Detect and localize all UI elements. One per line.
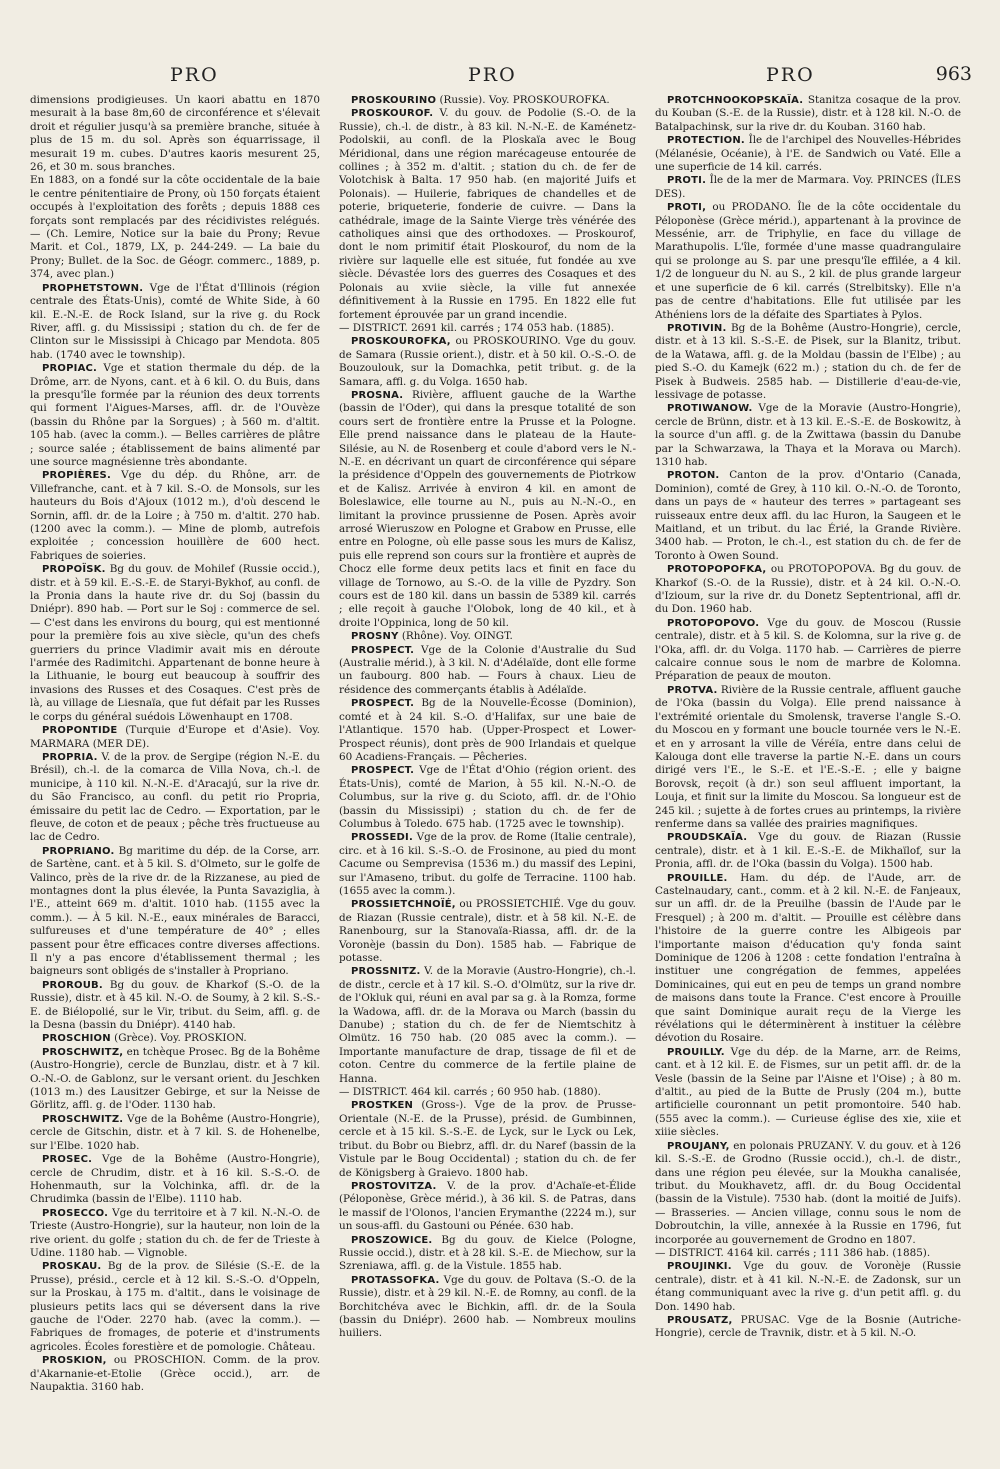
dictionary-entry	[655, 1314, 961, 1341]
entry-headword: PROTCHNOOKOPSKAÏA.	[667, 95, 804, 106]
entry-text: Vge du territoire et à 7 kil. N.-N.-O. de Trieste (Austro-Hongrie), sur la hauteur, non loin de la rive orient. du golfe ; station du ch. de fer de Trieste à Udine. 1180 hab. — Vignoble.	[30, 1206, 320, 1259]
dictionary-entry	[655, 469, 961, 563]
entry-headword: PROTON.	[667, 470, 720, 482]
entry-text: ou PROSCHION. Comm. de la prov. d'Akarnanie-et-Etolie (Grèce occid.), arr. de Naupaktia. 3160 hab.	[30, 1354, 320, 1393]
dictionary-entry	[339, 644, 636, 698]
entry-text: Vge de la Bohême (Austro-Hongrie), cercle de Chrudim, distr. et à 16 kil. S.-S.-O. de Hohenmauth, sur la Volchinka, affl. dr. de la Chrudimka (bassin de l'Elbe). 1110 hab.	[30, 1153, 320, 1206]
entry-headword: PROTOPOPOVO.	[667, 617, 760, 629]
entry-text: V. de la prov. de Sergipe (région N.-E. du Brésil), ch.-l. de la comarca de Villa Nova, ch.-l. de municipe, à 110 kil. N.-N.-E. d'Aracajú, sur la rive dr. du São Francisco, au confl. du petit rio Propria, émissaire du petit lac de Cedro. — Exportation, par le fleuve, de coton et de peaux ; pêche très fructueuse au lac de Cedro.	[30, 750, 320, 844]
entry-headword: PROUJANY,	[667, 1140, 730, 1152]
entry-headword: PROSPECT.	[351, 698, 415, 710]
entry-text: Vge de la Colonie d'Australie du Sud (Australie mérid.), à 3 kil. N. d'Adélaïde, dont elle forme un faubourg. 800 hab. — Fours à chaux. Lieu de résidence des commerçants établis à Adélaïde.	[339, 643, 636, 696]
entry-text: ou PRODANO. Île de la côte occidentale du Péloponèse (Grèce mérid.), appartenant à la province de Messénie, arr. de Triphylie, en face du village de Marathupolis. L'île, formée d'une masse quadrangulaire qui se prolonge au S. par une presqu'île effilée, a 4 kil. 1/2 de longueur du N. au S., 2 kil. de plus grande largeur et une superficie de 6 kil. carrés (Strelbitsky). Elle n'a pas de centre d'habitations. Elle fut utilisée par les Athéniens lors de la défaite des Spartiates à Pylos.	[655, 201, 961, 321]
entry-headword: PROSSIETCHNOÏÉ,	[351, 899, 456, 911]
text-column-3	[655, 94, 961, 1434]
dictionary-entry	[339, 898, 636, 965]
entry-text: Vge du gouv. de Moscou (Russie centrale), distr. et à 5 kil. S. de Kolomna, sur la rive g. de l'Oka, affl. dr. du Volga. 1170 hab. — Carrières de pierre calcaire connue sous le nom de marbre de Kolomna. Préparation de peaux de mouton.	[655, 616, 961, 683]
entry-text: Bg du gouv. de Kharkof (S.-O. de la Russie), distr. et à 45 kil. N.-O. de Soumy, à 2 kil. S.-S.-E. de Biélopolié, sur le Vir, tribut. du Seim, affl. g. de la Desna (bassin du Dniépr). 4140 hab.	[30, 978, 320, 1032]
dictionary-entry	[339, 107, 636, 322]
dictionary-entry	[339, 1274, 636, 1341]
dictionary-entry	[655, 563, 961, 617]
entry-text: ou PROTOPOPOVA. Bg du gouv. de Kharkof (S.-O. de la Russie), distr. et à 24 kil. O.-N.-O. d'Izioum, sur la rive dr. du Donetz Septentrional, affl dr. du Don. 1960 hab.	[655, 563, 961, 616]
entry-text: Vge du gouv. de Riazan (Russie centrale), distr. et à 1 kil. E.-S.-E. de Mikhaïlof, sur la Pronia, affl. dr. de l'Oka (bassin du Volga). 1500 hab.	[655, 831, 961, 871]
dictionary-entry	[30, 174, 320, 281]
entry-headword: PROTECTION.	[667, 135, 745, 147]
entry-headword: PROTI.	[667, 175, 707, 187]
dictionary-entry	[655, 201, 961, 322]
dictionary-entry	[655, 322, 961, 402]
entry-headword: PROSKOUROF.	[351, 108, 434, 120]
entry-headword: PROPIÈRES.	[42, 470, 111, 482]
dictionary-entry	[655, 1046, 961, 1140]
entry-text: ou PROSSIETCHIÉ. Vge du gouv. de Riazan (Russie centrale), distr. et à 58 kil. N.-E. de Ranenbourg, sur la Stanovaïa-Riassa, affl. dr. de la Voronèje (bassin du Don). 1585 hab. — Fabrique de potasse.	[339, 898, 636, 964]
dictionary-entry	[339, 697, 636, 764]
entry-text: Rivière, affluent gauche de la Warthe (bassin de l'Oder), qui dans la presque totalité de son cours sert de frontière entre la Prusse et la Pologne. Elle prend naissance dans le plateau de la Haute-Silésie, au N. de Rosenberg et coule d'abord vers le N.-N.-E. en décrivant un quart de circonférence qui sépare la présidence d'Oppeln des gouvernements de Piotrkow et de Kalisz. Arrivée à environ 4 kil. en amont de Boleslawice, elle tourne au N., puis au N.-N.-O., en limitant la province prussienne de Posen. Après avoir arrosé Wieruszow en Pologne et Grabow en Prusse, elle entre en Pologne, où elle passe sous les murs de Kalisz, puis elle reprend son cours sur la frontière et auprès de Chocz elle forme deux petits lacs et finit en face du village de Tornowo, au S.-O. de la ville de Pyzdry. Son cours est de 180 kil. dans un bassin de 5389 kil. carrés ; elle reçoit à gauche l'Olobok, long de 40 kil., et à droite l'Oppinica, long de 50 kil.	[339, 388, 636, 629]
dictionary-entry	[30, 1046, 320, 1113]
entry-headword: PROTASSOFKA.	[351, 1274, 440, 1286]
entry-headword: PROUDSKAÏA.	[667, 832, 748, 844]
dictionary-entry	[30, 979, 320, 1033]
dictionary-entry	[30, 1354, 320, 1394]
entry-headword: PROPRIANO.	[42, 845, 115, 857]
entry-text: (Grèce). Voy. PROSKION.	[114, 1032, 247, 1045]
entry-headword: PROSCHION	[42, 1033, 111, 1045]
running-head-left: PRO	[170, 64, 219, 86]
dictionary-entry	[655, 684, 961, 831]
entry-text: Vge de la Moravie (Austro-Hongrie), cercle de Brünn, distr. et à 13 kil. E.-S.-E. de Boskowitz, à la source d'un affl. g. de la Zwittawa (bassin du Danube par la Schwarzawa, la Thaya et la Morava ou March). 1310 hab.	[655, 402, 961, 468]
dictionary-entry	[655, 1260, 961, 1314]
entry-headword: PROTVA.	[667, 684, 718, 696]
entry-headword: PROTIWANOW.	[667, 403, 753, 415]
dictionary-entry	[655, 1247, 961, 1260]
dictionary-entry	[339, 630, 636, 643]
dictionary-entry	[30, 1113, 320, 1153]
entry-text: Ham. du dép. de l'Aude, arr. de Castelnaudary, cant., comm. et à 2 kil. N.-E. de Fanjeaux, sur un affl. dr. de la Preuilhe (bassin de l'Aude par le Fresquel) ; à 200 m. d'altit. — Prouille est célèbre dans l'histoire de la guerre contre les Albigeois par l'importante maison d'éducation qu'y fonda saint Dominique de 1206 à 1208 : cette fondation l'entraîna à instituer une congrégation de femmes, appelées Dominicaines, qui eut en peu de temps un grand nombre de maisons dans toute la France. C'est encore à Prouille que saint Dominique aurait reçu de la Vierge les révélations qui le déterminèrent à instituer la célèbre dévotion du Rosaire.	[655, 871, 961, 1045]
dictionary-entry	[30, 751, 320, 845]
entry-text: — DISTRICT. 2691 kil. carrés ; 174 053 hab. (1885).	[339, 321, 615, 334]
entry-headword: PROSSNITZ.	[351, 966, 421, 978]
entry-headword: PROSEC.	[42, 1154, 93, 1166]
entry-text: Vge de l'État d'Ohio (région orient. des États-Unis), comté de Marion, à 55 kil. N.-N.-O. de Columbus, sur la rive g. du Scioto, affl. dr. de l'Ohio (bassin du Mississipi) ; station du ch. de fer de Columbus à Toledo. 675 hab. (1725 avec le township).	[339, 764, 636, 830]
entry-text: Vge du dép. de la Marne, arr. de Reims, cant. et à 12 kil. E. de Fismes, sur un petit affl. dr. de la Vesle (bassin de la Seine par l'Aisne et l'Oise) ; à 80 m. d'altit., au pied de la Butte de Prusly (204 m.), butte artificielle couronnant un petit promontoire. 540 hab. (555 avec la comm.). — Curieuse église des xie, xiie et xiiie siècles.	[655, 1045, 961, 1139]
dictionary-entry	[30, 282, 320, 362]
entry-text: Bg du gouv. de Kielce (Pologne, Russie occid.), distr. et à 28 kil. S.-E. de Miechow, sur la Szreniawa, affl. g. de la Vistule. 1855 hab.	[339, 1233, 636, 1273]
entry-text: Bg de la prov. de Silésie (S.-E. de la Prusse), présid., cercle et à 12 kil. S.-S.-O. d'Oppeln, sur la Proskau, à 175 m. d'altit., dans le voisinage de plusieurs petits lacs qui se déversent dans la rive gauche de l'Oder. 2270 hab. (avec la comm.). — Fabriques de fromages, de poterie et d'instruments agricoles. Écoles forestière et de pomologie. Château.	[30, 1260, 320, 1353]
entry-headword: PROPOÏSK.	[42, 564, 106, 576]
dictionary-entry	[30, 1260, 320, 1354]
running-head-middle: PRO	[468, 64, 517, 86]
entry-headword: PROUJINKI.	[667, 1261, 732, 1273]
entry-headword: PROTIVIN.	[667, 322, 727, 334]
dictionary-entry	[30, 94, 320, 174]
entry-headword: PROSZOWICE.	[351, 1234, 433, 1246]
dictionary-entry	[655, 94, 961, 134]
entry-text: en polonais PRUZANY. V. du gouv. et à 126 kil. S.-S.-E. de Grodno (Russie occid.), ch.-l. de distr., dans une région peu élevée, sur la Moukha canalisée, tribut. du Moukhavetz, affl. dr. du Boug Occidental (bassin de la Vistule). 7530 hab. (dont la moitié de Juifs). — Brasseries. — Ancien village, connu sous le nom de Dobroutchin, la ville, annexée à la Russie en 1796, fut incorporée au gouvernement de Grodno en 1807.	[655, 1139, 961, 1246]
dictionary-entry	[30, 469, 320, 563]
dictionary-entry	[655, 617, 961, 684]
dictionary-entry	[655, 872, 961, 1046]
entry-headword: PROSSEDI.	[351, 832, 413, 844]
entry-headword: PROSNA.	[351, 389, 404, 401]
entry-headword: PROPRIA.	[42, 751, 98, 763]
dictionary-entry	[339, 322, 636, 335]
entry-headword: PROSTKEN	[351, 1100, 414, 1112]
entry-headword: PROSCHWITZ,	[42, 1046, 124, 1058]
entry-text: Vge de la prov. de Rome (Italie centrale), circ. et à 16 kil. S.-S.-O. de Frosinone, au pied du mont Cacume ou Semprevisa (1536 m.) du massif des Lepini, sur l'Amaseno, tribut. du golfe de Terracine. 1100 hab. (1655 avec la comm.).	[339, 831, 636, 897]
dictionary-entry	[339, 335, 636, 389]
entry-text: Vge du gouv. de Voronèje (Russie centrale), distr. et à 41 kil. N.-N.-E. de Zadonsk, sur un étang communiquant avec la rive g. d'un petit affl. g. du Don. 1490 hab.	[655, 1260, 961, 1313]
entry-headword: PROPONTIDE	[42, 725, 118, 737]
text-column-2	[339, 94, 636, 1434]
dictionary-entry	[30, 1032, 320, 1045]
entry-headword: PROUSATZ,	[667, 1314, 733, 1326]
entry-text: Vge du dép. du Rhône, arr. de Villefranche, cant. et à 7 kil. S.-O. de Monsols, sur les hauteurs du Bois d'Ajoux (1012 m.), d'où descend le Sornin, affl. dr. de la Loire ; à 750 m. d'altit. 270 hab. (1200 avec la comm.). — Mine de plomb, autrefois exploitée ; concession houillère de 600 hect. Fabriques de soieries.	[30, 469, 320, 562]
entry-text: Bg maritime du dép. de la Corse, arr. de Sartène, cant. et à 5 kil. S. d'Olmeto, sur le golfe de Valinco, près de la rive dr. de la Rizzanese, au pied de montagnes dont la plus élevée, la Punta Savaziglia, à l'E., atteint 669 m. d'altit. 1010 hab. (1155 avec la comm.). — À 5 kil. N.-E., eaux minérales de Baracci, sulfureuses et d'une température de 40° ; elles passent pour être efficaces contre diverses affections. Il n'y a pas encore d'établissement thermal ; les baigneurs sont obligés de s'installer à Propriano.	[30, 844, 320, 978]
entry-text: Stanitza cosaque de la prov. du Kouban (S.-E. de la Russie), distr. et à 128 kil. N.-O. de Batalpachinsk, sur la rive dr. du Kouban. 3160 hab.	[655, 94, 961, 133]
dictionary-entry	[655, 831, 961, 871]
entry-headword: PROUILLE.	[667, 872, 728, 884]
entry-text: (Russie). Voy. PROSKOUROFKA.	[439, 94, 610, 106]
entry-text: (Rhône). Voy. OINGT.	[401, 630, 513, 643]
entry-headword: PROSCHWITZ.	[42, 1113, 124, 1125]
dictionary-entry	[339, 1099, 636, 1179]
dictionary-entry	[339, 1234, 636, 1274]
entry-headword: PROSECCO.	[42, 1207, 109, 1219]
running-head-right: PRO	[766, 64, 815, 86]
dictionary-entry	[655, 402, 961, 469]
entry-text: V. de la prov. d'Achaïe-et-Élide (Péloponèse, Grèce mérid.), à 36 kil. S. de Patras, dans le massif de l'Olonos, l'ancien Erymanthe (2224 m.), sur un sous-affl. du Gastouni ou Pénée. 630 hab.	[339, 1179, 636, 1233]
entry-text: Bg de la Bohême (Austro-Hongrie), cercle, distr. et à 13 kil. S.-S.-E. de Pisek, sur la Blanitz, tribut. de la Watawa, affl. g. de la Moldau (bassin de l'Elbe) ; au pied S.-O. du Kamejk (622 m.) ; station du ch. de fer de Pisek à Budweis. 2585 hab. — Distillerie d'eau-de-vie, lessivage de potasse.	[655, 321, 961, 401]
entry-text: Vge de la Bohême (Austro-Hongrie), cercle de Gitschin, distr. et à 7 kil. S. de Hohenelbe, sur l'Elbe. 1020 hab.	[30, 1112, 320, 1152]
entry-text: dimensions prodigieuses. Un kaori abattu en 1870 mesurait à la base 8m,60 de circonférence et s'élevait droit et régulier jusqu'à sa première branche, située à plus de 15 m. du sol. Après son équarrissage, il mesurait 19 m. cubes. D'autres kaoris mesurent 25, 26, et 30 m. sous branches.	[30, 94, 320, 174]
entry-text: V. de la Moravie (Austro-Hongrie), ch.-l. de distr., cercle et à 17 kil. S.-O. d'Olmütz, sur la rive dr. de l'Okluk qui, réuni en aval par sa g. à la Romza, forme la Wadowa, affl. dr. de la Morava ou March (bassin du Danube) ; station du ch. de fer de Niemtschitz à Olmütz. 16 750 hab. (20 085 avec la comm.). — Importante manufacture de drap, tissage de fil et de coton. Centre du commerce de la fertile plaine de Hanna.	[339, 965, 636, 1085]
dictionary-entry	[339, 1086, 636, 1099]
entry-text: Vge du gouv. de Poltava (S.-O. de la Russie), distr. et à 29 kil. N.-E. de Romny, au confl. de la Borchitchéva avec le Bichkin, affl. dr. de la Soula (bassin du Dniépr). 2600 hab. — Nombreux moulins huiliers.	[339, 1273, 636, 1340]
entry-text: En 1883, on a fondé sur la côte occidentale de la baie le centre pénitentiaire de Prony, où 150 forçats étaient occupés à l'exploitation des forêts ; depuis 1888 ces forçats sont remplacés par des récidivistes relégués. — (Ch. Lemire, Notice sur la baie du Prony; Revue Marit. et Col., 1879, LX, p. 244-249. — La baie du Prony; Bullet. de la Soc. de Géogr. commerc., 1889, p. 374, avec plan.)	[30, 174, 320, 281]
entry-headword: PROSKOURINO	[351, 95, 437, 106]
entry-text: Rivière de la Russie centrale, affluent gauche de l'Oka (bassin du Volga). Elle prend naissance à l'extrémité orientale du Smolensk, traverse l'angle S.-O. du Moscou en y formant une boucle tournée vers le N.-E. et en y arrosant la ville de Véréïa, entre dans celui de Kalouga dont elle traverse la partie N.-E. dans un cours dirigé vers l'E., le S.-E. et l'E.-S.-E. ; elle y baigne Borovsk, reçoit (à dr.) son seul affluent important, la Louja, et finit sur la limite du Moscou. Sa longueur est de 245 kil. ; sujette à de fortes crues au printemps, la rivière renferme dans sa vallée des prairies magnifiques.	[655, 683, 961, 830]
entry-text: Vge de l'État d'Illinois (région centrale des États-Unis), comté de White Side, à 60 kil. E.-N.-E. de Rock Island, sur la rive g. du Rock River, affl. g. du Mississipi ; station du ch. de fer de Clinton sur le Mississipi à Chicago par Mendota. 805 hab. (1740 avec le township).	[30, 281, 320, 361]
entry-headword: PROPHETSTOWN.	[42, 282, 144, 294]
dictionary-entry	[30, 724, 320, 751]
entry-text: Vge et station thermale du dép. de la Drôme, arr. de Nyons, cant. et à 6 kil. O. du Buis, dans la presqu'île formée par la réunion des deux torrents qui forment l'Aigues-Marses, affl. dr. de l'Ouvèze (bassin du Rhône par la Sorgues) ; à 560 m. d'altit. 105 hab. (avec la comm.). — Belles carrières de plâtre ; source salée ; établissement de bains alimenté par une source magnésienne très abondante.	[30, 362, 320, 468]
entry-headword: PROSKOUROFKA,	[351, 336, 451, 348]
entry-text: Bg du gouv. de Mohilef (Russie occid.), distr. et à 59 kil. E.-S.-E. de Staryi-Bykhof, au confl. de la Pronia dans la haute rive dr. du Soj (bassin du Dniépr). 890 hab. — Port sur le Soj : commerce de sel. — C'est dans les environs du bourg, qui est mentionné pour la première fois au xive siècle, qu'un des chefs guerriers du prince Vladimir avait mis en déroute l'armée des Radimitchi. Appartenant de bonne heure à la Lithuanie, le bourg eut beaucoup à souffrir des invasions des Russes et des Cosaques. C'est près de là, au village de Liesnaïa, que fut défait par les Russes le corps du général suédois Löwenhaupt en 1708.	[30, 563, 320, 723]
entry-headword: PROTI,	[667, 202, 707, 214]
entry-headword: PROTOPOPOFKA,	[667, 564, 767, 576]
entry-text: Île de la mer de Marmara. Voy. PRINCES (ÎLES DES).	[655, 174, 961, 200]
dictionary-entry	[339, 94, 636, 107]
dictionary-entry	[30, 1207, 320, 1261]
dictionary-entry	[339, 965, 636, 1086]
entry-text: — DISTRICT. 4164 kil. carrés ; 111 386 hab. (1885).	[655, 1246, 931, 1259]
entry-text: (Gross-). Vge de la prov. de Prusse-Orientale (N.-E. de la Prusse), présid. de Gumbinnen, cercle et à 15 kil. S.-S.-E. de Lyck, sur le Lyck ou Lek, tribut. du Bobr ou Biebrz, affl. dr. du Naref (bassin de la Vistule par le Boug Occidental) ; station du ch. de fer de Königsberg à Graievo. 1800 hab.	[339, 1099, 636, 1179]
entry-headword: PROROUB.	[42, 979, 103, 991]
entry-headword: PROPIAC.	[42, 363, 98, 375]
dictionary-entry	[30, 563, 320, 724]
entry-text: en tchèque Prosec. Bg de la Bohême (Austro-Hongrie), cercle de Bunzlau, distr. et à 7 kil. O.-N.-O. de Gablonz, sur le versant orient. du Jeschken (1013 m.) des Lausitzer Gebirge, et sur la Neisse de Görlitz, affl. g. de l'Oder. 1130 hab.	[30, 1045, 320, 1112]
entry-text: ou PROSKOURINO. Vge du gouv. de Samara (Russie orient.), distr. et à 50 kil. O.-S.-O. de Bouzoulouk, sur la Domachka, petit tribut. g. de la Samara, affl. g. du Volga. 1650 hab.	[339, 335, 636, 388]
dictionary-entry	[339, 831, 636, 898]
entry-text: Bg de la Nouvelle-Écosse (Dominion), comté et à 24 kil. S.-O. d'Halifax, sur une baie de l'Atlantique. 1570 hab. (Upper-Prospect et Lower-Prospect réunis), dont près de 900 Irlandais et quelque 60 Acadiens-Français. — Pêcheries.	[339, 697, 636, 763]
entry-text: Canton de la prov. d'Ontario (Canada, Dominion), comté de Grey, à 110 kil. O.-N.-O. de Toronto, dans un pays de « hauteur des terres » partageant ses ruisseaux entre deux affl. du lac Huron, la Saugeen et le Maitland, et un tribut. du lac Érié, la Grande Rivière. 3400 hab. — Proton, le ch.-l., est station du ch. de fer de Toronto à Owen Sound.	[655, 469, 961, 562]
entry-headword: PROSNY	[351, 631, 399, 643]
dictionary-entry	[339, 764, 636, 831]
entry-headword: PROSKION,	[42, 1355, 107, 1367]
entry-headword: PROSPECT.	[351, 644, 415, 656]
page-number: 963	[935, 63, 972, 85]
dictionary-entry	[30, 1153, 320, 1207]
dictionary-entry	[655, 134, 961, 174]
entry-headword: PROSTOVITZA.	[351, 1180, 437, 1192]
entry-headword: PROSPECT.	[351, 765, 415, 777]
entry-text: V. du gouv. de Podolie (S.-O. de la Russie), ch.-l. de distr., à 83 kil. N.-N.-E. de Kaménetz-Podolskii, au confl. de la Ploskaïa avec le Boug Méridional, dans une région marécageuse entourée de collines ; à 352 m. d'altit. ; station du ch. de fer de Volotchisk à Balta. 17 950 hab. (en majorité Juifs et Polonais). — Huilerie, fabriques de chandelles et de poterie, briqueterie, fonderie de cuivre. — Dans la cathédrale, image de la Sainte Vierge très vénérée des catholiques ainsi que des orthodoxes. — Proskourof, dont le nom primitif était Ploskourof, du nom de la rivière sur laquelle elle est située, fut fondée au xve siècle. Dévastée lors des guerres des Cosaques et des Polonais au xviie siècle, la ville fut annexée définitivement à la Russie en 1795. En 1822 elle fut fortement éprouvée par un grand incendie.	[339, 107, 636, 321]
dictionary-entry	[339, 389, 636, 630]
dictionary-entry	[655, 1140, 961, 1247]
entry-text: PRUSAC. Vge de la Bosnie (Autriche-Hongrie), cercle de Travnik, distr. et à 5 kil. N.-O.	[655, 1313, 961, 1340]
entry-text: (Turquie d'Europe et d'Asie). Voy. MARMARA (MER DE).	[30, 724, 320, 750]
entry-headword: PROUILLY.	[667, 1046, 725, 1058]
entry-headword: PROSKAU.	[42, 1261, 102, 1273]
dictionary-entry	[30, 845, 320, 979]
entry-text: Île de l'archipel des Nouvelles-Hébrides (Mélanésie, Océanie), à l'E. de Sandwich ou Vaté. Elle a une superficie de 14 kil. carrés.	[655, 134, 961, 174]
dictionary-entry	[339, 1180, 636, 1234]
dictionary-entry	[30, 362, 320, 469]
entry-text: — DISTRICT. 464 kil. carrés ; 60 950 hab. (1880).	[339, 1086, 601, 1099]
text-column-1	[30, 94, 320, 1434]
dictionary-entry	[655, 174, 961, 201]
